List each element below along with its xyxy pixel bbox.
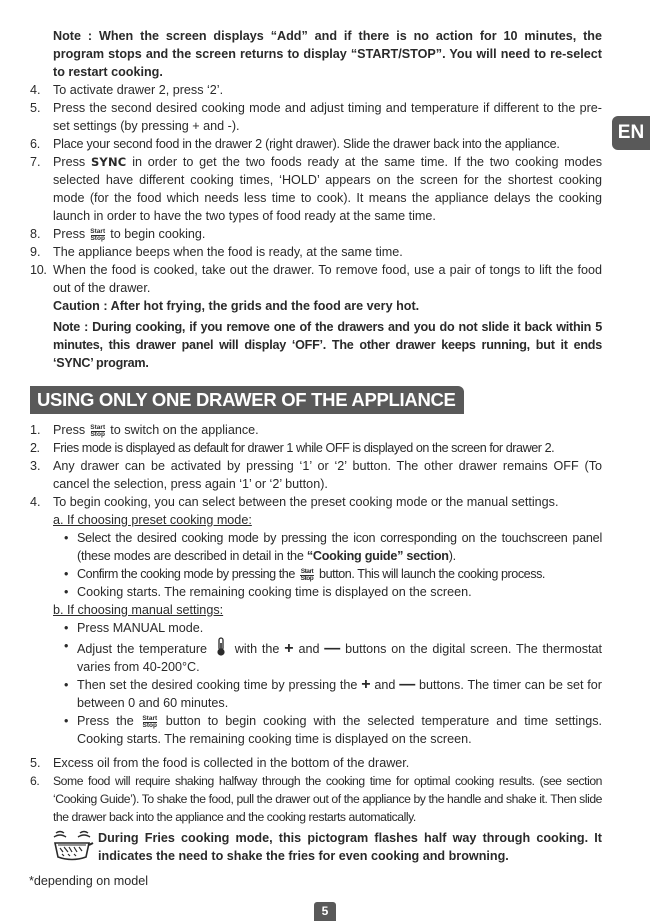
bullet-post: button. This will launch the cooking process. <box>319 567 545 581</box>
language-tab: EN <box>612 116 650 150</box>
start-label: Start <box>90 227 106 235</box>
step-text: Press the second desired cooking mode and adjust timing and temperature if different to the pre-set settings (by pressing + and -). <box>53 101 602 133</box>
start-stop-icon <box>90 425 106 439</box>
step-pre: Press <box>53 423 86 437</box>
list-item <box>0 225 602 243</box>
list-item <box>0 99 602 135</box>
stop-label: Stop <box>90 235 105 242</box>
step-text: Place your second food in the drawer 2 (right drawer). Slide the drawer back into the appliance. <box>53 137 560 151</box>
list-item: • Cooking starts. The remaining cooking time is displayed on the screen. <box>64 585 472 599</box>
step-number: 10. <box>30 263 47 277</box>
step-text: Some food will require shaking halfway through the cooking time for optimal cooking results. (see section ‘Cooking Guide’). To shake the food, pull the drawer out of the appliance by the handle and shake it. Then slide the drawer back into the appliance and the cooking restarts automatically. <box>53 774 602 824</box>
steps-end <box>0 754 650 826</box>
plus-icon: + <box>284 640 294 657</box>
step-number: 5. <box>30 756 41 770</box>
step-text: Excess oil from the food is collected in the bottom of the drawer. <box>53 756 410 770</box>
bullet-post: buttons. The timer can be set for between 0 and 60 minutes. <box>77 678 602 710</box>
plus-icon: + <box>361 676 371 693</box>
list-item <box>0 81 602 99</box>
shake-note-block <box>0 829 650 865</box>
step-number: 4. <box>30 495 41 509</box>
step-number: 5. <box>30 101 41 115</box>
step-number: 1. <box>30 423 41 437</box>
list-item <box>0 243 602 261</box>
bullet-post: buttons on the digital screen. The thermostat varies from 40-200°C. <box>77 642 603 674</box>
list-item <box>0 153 602 225</box>
step-number: 2. <box>30 441 40 455</box>
step-text: in order to get the two foods ready at the same time. If the two cooking modes selected have different cooking times, ‘HOLD’ appears on the screen for the shortest cooking mode (for the food which needs less time to cook). It means the appliance delays the cooking launch in order to have the two types of food ready at the same time. <box>53 155 603 223</box>
minus-icon: — <box>324 640 341 657</box>
step-text: Any drawer can be activated by pressing ‘1’ or ‘2’ button. The other drawer remains OFF (To cancel the selection, press again ‘1’ or ‘2’ button). <box>53 459 602 491</box>
list-item <box>0 772 602 826</box>
step-number: 6. <box>30 137 41 151</box>
bullet-post: button to begin cooking with the selected temperature and time settings. Cooking starts. The remaining cooking time is displayed on the screen. <box>77 714 603 746</box>
page-number: 5 <box>314 902 336 921</box>
step-text: Fries mode is displayed as default for drawer 1 while OFF is displayed on the screen for drawer 2. <box>53 441 555 455</box>
bullet-mid: with the <box>234 642 280 656</box>
bullet-text: Cooking starts. The remaining cooking time is displayed on the screen. <box>77 585 472 599</box>
list-item <box>0 493 602 511</box>
start-label: Start <box>300 567 314 575</box>
step-text: To begin cooking, you can select between the preset cooking mode or the manual settings. <box>53 495 559 509</box>
list-item: • Select the desired cooking mode by pressing the icon corresponding on the touchscreen panel (these modes are described in detail in the “Cooking guide” section). <box>64 531 602 563</box>
top-note-block <box>0 27 650 81</box>
list-item <box>0 439 602 457</box>
steps-top <box>0 81 650 372</box>
bullet-bold: “Cooking guide” section <box>306 549 449 563</box>
step-text: To activate drawer 2, press ‘2’. <box>53 83 224 97</box>
step-pre: Press <box>53 155 86 169</box>
list-item <box>0 421 602 439</box>
list-item: • Press MANUAL mode. <box>64 621 204 635</box>
step-number: 8. <box>30 227 41 241</box>
thermometer-icon <box>215 637 227 657</box>
shake-note: During Fries cooking mode, this pictogram flashes half way through cooking. It indicates the need to shake the fries for even cooking and browning. <box>98 831 602 863</box>
step-number: 6. <box>30 774 40 788</box>
shake-basket-icon <box>50 829 94 863</box>
subheading-preset: a. If choosing preset cooking mode: <box>53 513 252 527</box>
bullet-pre: Select the desired cooking mode by pressing the icon corresponding on the touchscreen panel (these modes are described in detail in the <box>77 531 602 563</box>
minus-icon: — <box>399 676 416 693</box>
bullet-and: and <box>298 642 320 656</box>
step-number: 7. <box>30 155 41 169</box>
step-text: When the food is cooked, take out the drawer. To remove food, use a pair of tongs to lift the food out of the drawer. <box>53 263 602 295</box>
list-item: • Then set the desired cooking time by pressing the + and — buttons. The timer can be set for between 0 and 60 minutes. <box>64 676 602 710</box>
section-heading: USING ONLY ONE DRAWER OF THE APPLIANCE <box>30 386 464 414</box>
caution-note: Caution : After hot frying, the grids and the food are very hot. <box>53 299 420 313</box>
step-text: to switch on the appliance. <box>110 423 259 437</box>
start-label: Start <box>90 423 106 431</box>
list-item <box>0 457 602 493</box>
list-item <box>0 135 602 153</box>
list-item <box>0 261 602 297</box>
step-number: 4. <box>30 83 41 97</box>
drawer-note: Note : During cooking, if you remove one of the drawers and you do not slide it back within 5 minutes, this drawer panel will display ‘OFF’. The other drawer keeps running, but it ends ‘SYNC’ program. <box>53 320 602 370</box>
start-stop-icon <box>142 716 158 730</box>
start-label: Start <box>142 714 158 722</box>
bullet-pre: Confirm the cooking mode by pressing the <box>77 567 295 581</box>
start-stop-icon <box>90 229 106 243</box>
stop-label: Stop <box>142 722 157 729</box>
bullet-pre: Press the <box>77 714 134 728</box>
start-stop-icon <box>299 569 315 583</box>
step-number: 3. <box>30 459 41 473</box>
step-text: The appliance beeps when the food is ready, at the same time. <box>53 245 403 259</box>
step-pre: Press <box>53 227 86 241</box>
bullet-pre: Adjust the temperature <box>77 642 208 656</box>
step-number: 9. <box>30 245 41 259</box>
list-item: • Confirm the cooking mode by pressing the Start Stop button. This will launch the cooking process. <box>64 567 545 582</box>
stop-label: Stop <box>300 575 314 582</box>
bullet-post: ). <box>448 549 456 563</box>
bullet-text: Press MANUAL mode. <box>77 621 204 635</box>
stop-label: Stop <box>90 431 105 438</box>
sync-label: SYNC <box>90 155 127 169</box>
subheading-manual: b. If choosing manual settings: <box>53 603 224 617</box>
steps-section <box>0 421 650 748</box>
top-note: Note : When the screen displays “Add” and if there is no action for 10 minutes, the program stops and the screen returns to display “START/STOP”. You will need to re-select to restart cooking. <box>53 29 602 79</box>
footnote: *depending on model <box>29 874 149 888</box>
bullet-pre: Then set the desired cooking time by pressing the <box>77 678 358 692</box>
bullet-and: and <box>374 678 396 692</box>
step-text: to begin cooking. <box>110 227 206 241</box>
list-item: • Press the Start Stop button to begin cooking with the selected temperature and time settings. Cooking starts. The remaining cooking time is displayed on the screen. <box>64 714 603 746</box>
list-item: • Adjust the temperature with the + and — buttons on the digital screen. The thermostat varies from 40-200°C. <box>64 639 603 674</box>
list-item <box>0 754 602 772</box>
